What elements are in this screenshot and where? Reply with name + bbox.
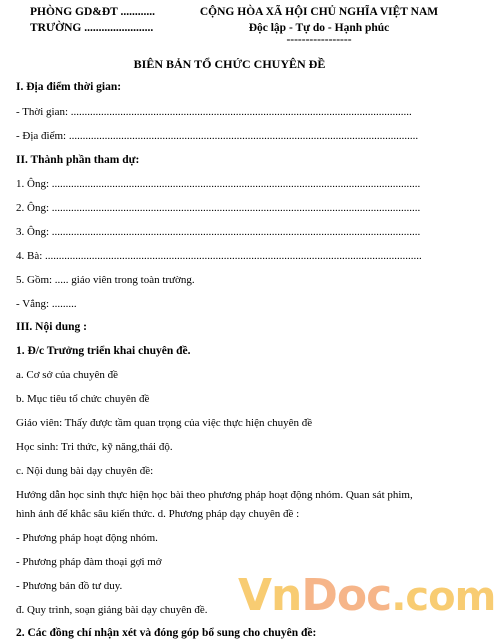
subsection-2-heading: 2. Các đồng chí nhận xét và đóng góp bổ sung cho chuyên đề: xyxy=(16,627,317,639)
motto-underline: ----------------- xyxy=(286,34,352,46)
section-1-heading: I. Địa điểm thời gian: xyxy=(16,81,122,93)
place-field: - Địa điểm: ............................................................................................................................... xyxy=(16,130,419,142)
item-d: đ. Quy trình, soạn giảng bài dạy chuyên đề. xyxy=(16,604,208,616)
teacher-goal: Giáo viên: Thấy được tầm quan trọng của việc thực hiện chuyên đề xyxy=(16,417,313,429)
item-b: b. Mục tiêu tổ chức chuyên đề xyxy=(16,393,150,405)
item-a: a. Cơ sở của chuyên đề xyxy=(16,369,119,381)
participant-3: 3. Ông: ...................................................................................................................................... xyxy=(16,226,421,238)
method-3: - Phương bản đồ tư duy. xyxy=(16,580,123,592)
participant-4: 4. Bà: ......................................................................................................................................... xyxy=(16,250,422,262)
watermark-part-1: Vn xyxy=(238,570,302,621)
section-3-heading: III. Nội dung : xyxy=(16,321,87,333)
subsection-1-heading: 1. Đ/c Trưởng triển khai chuyên đề. xyxy=(16,345,191,357)
national-title: CỘNG HÒA XÃ HỘI CHỦ NGHĨA VIỆT NAM xyxy=(199,6,439,18)
guide-line-1: Hướng dẫn học sinh thực hiện học bài theo phương pháp hoạt động nhóm. Quan sát phim, xyxy=(16,489,413,501)
method-2: - Phương pháp đàm thoại gợi mở xyxy=(16,556,162,568)
item-c: c. Nội dung bài dạy chuyên đề: xyxy=(16,465,154,477)
vndoc-watermark-logo xyxy=(238,570,495,621)
document-title: BIÊN BẢN TỔ CHỨC CHUYÊN ĐỀ xyxy=(133,57,326,71)
watermark-part-2: Doc xyxy=(301,570,392,621)
absent-field: - Vắng: ......... xyxy=(16,298,77,310)
national-motto: Độc lập - Tự do - Hạnh phúc xyxy=(248,22,390,34)
participant-1: 1. Ông: ...................................................................................................................................... xyxy=(16,178,421,190)
participant-5: 5. Gồm: ..... giáo viên trong toàn trường. xyxy=(16,274,195,286)
watermark-part-3: .com xyxy=(391,574,495,620)
department-line: PHÒNG GD&ĐT ............ xyxy=(30,6,156,18)
section-2-heading: II. Thành phần tham dự: xyxy=(16,154,140,166)
time-field: - Thời gian: ............................................................................................................................ xyxy=(16,106,412,118)
student-goal: Học sinh: Tri thức, kỹ năng,thái độ. xyxy=(16,441,173,453)
method-1: - Phương pháp hoạt động nhóm. xyxy=(16,532,158,544)
guide-line-2: hình ảnh để khắc sâu kiến thức. d. Phương pháp dạy chuyên đề : xyxy=(16,508,300,520)
participant-2: 2. Ông: ...................................................................................................................................... xyxy=(16,202,421,214)
school-line: TRƯỜNG ........................ xyxy=(30,22,154,34)
